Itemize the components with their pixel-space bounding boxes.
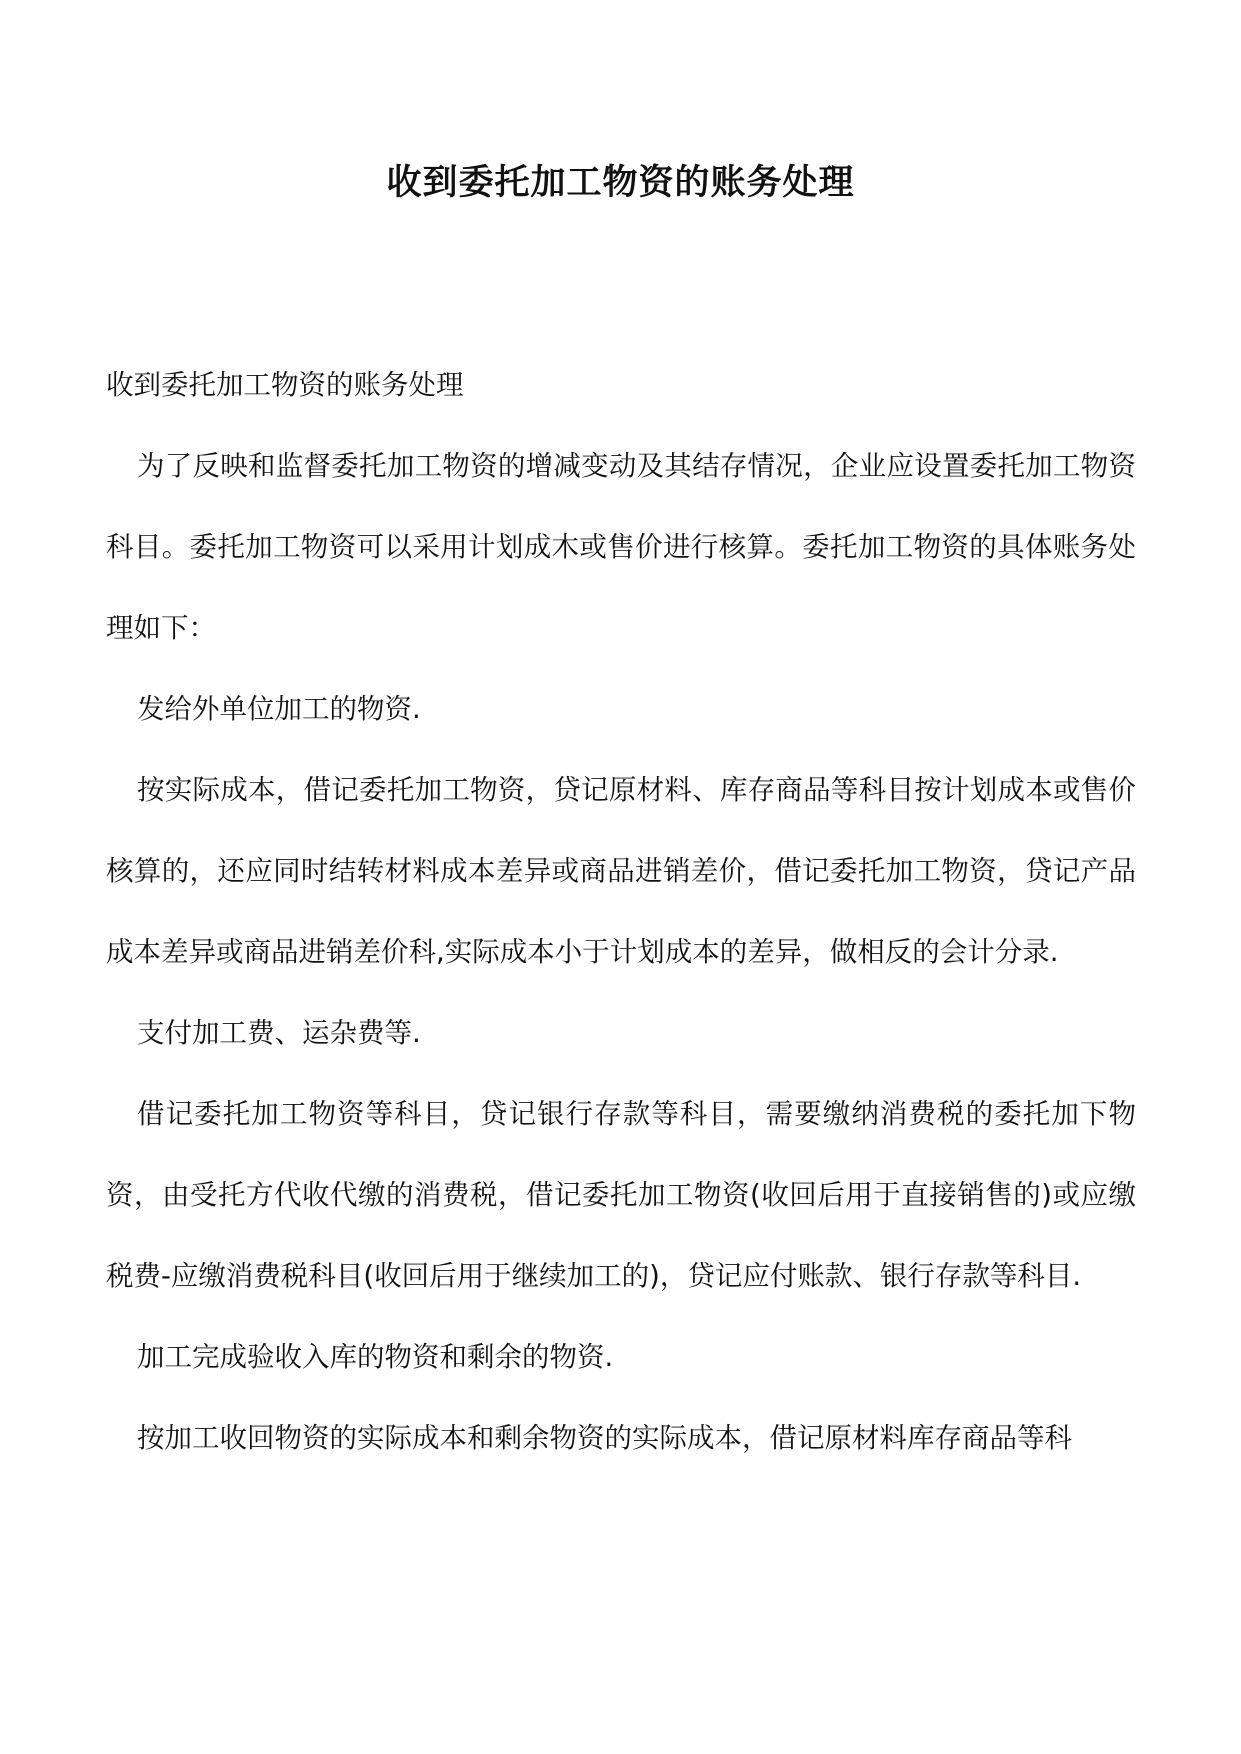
paragraph-processing-fee: 支付加工费、运杂费等. xyxy=(137,1017,421,1049)
paragraph-return-cost: 按加工收回物资的实际成本和剩余物资的实际成本，借记原材料库存商品等科 xyxy=(137,1422,1072,1454)
paragraph-send-out: 发给外单位加工的物资. xyxy=(137,693,421,725)
document-body xyxy=(106,345,1136,1479)
paragraph-actual-cost: 按实际成本，借记委托加工物资，贷记原材料、库存商品等科目按计划成本或售价核算的，还应同时结转材料成本差异或商品进销差价，借记委托加工物资，贷记产品成本差异或商品进销差价科,实际成本小于计划成本的差异，做相反的会计分录. xyxy=(106,774,1136,968)
paragraph-heading: 收到委托加工物资的账务处理 xyxy=(106,369,464,401)
document-title: 收到委托加工物资的账务处理 xyxy=(386,162,855,203)
paragraph-completion: 加工完成验收入库的物资和剩余的物资. xyxy=(137,1341,614,1373)
paragraph-consumption-tax: 借记委托加工物资等科目，贷记银行存款等科目，需要缴纳消费税的委托加下物资，由受托方代收代缴的消费税，借记委托加工物资(收回后用于直接销售的)或应缴税费-应缴消费税科目(收回后用于继续加工的)，贷记应付账款、银行存款等科目. xyxy=(106,1098,1136,1292)
paragraph-intro: 为了反映和监督委托加工物资的增减变动及其结存情况，企业应设置委托加工物资科目。委托加工物资可以采用计划成木或售价进行核算。委托加工物资的具体账务处理如下： xyxy=(106,450,1136,644)
